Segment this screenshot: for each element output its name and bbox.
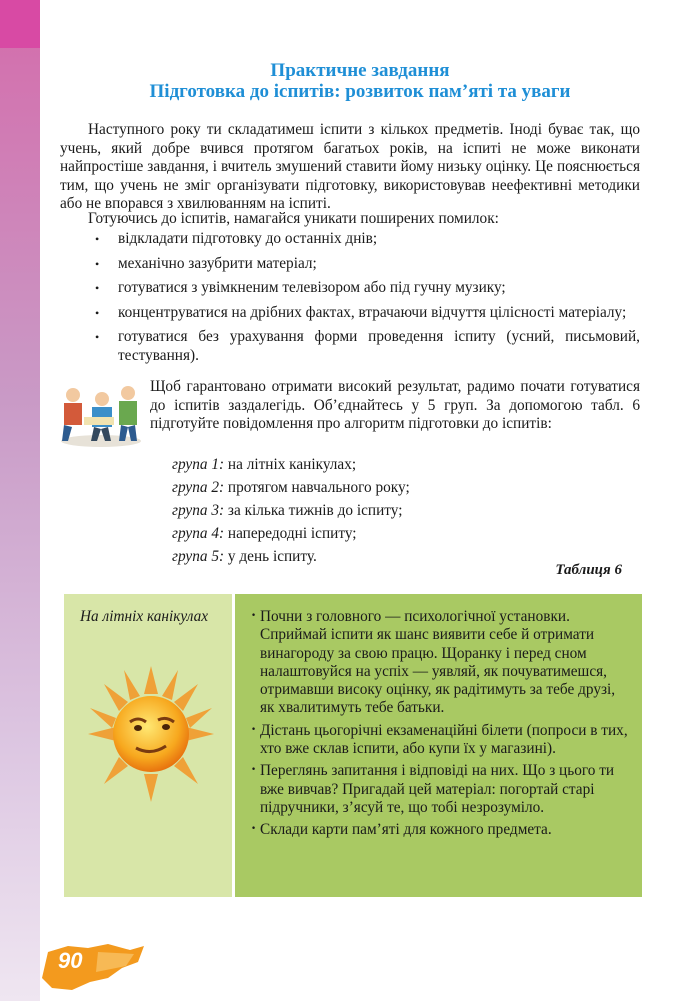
sun-icon [86,664,216,804]
list-item: · Дістань цьогорічні екзаменаційні білети (попроси в тих, хто вже склав іспити, або купи їх у магазині). [251,722,631,759]
mistakes-intro: Готуючись до іспитів, намагайся уникати поширених помилок: [88,210,499,227]
page-number: 90 [58,948,83,973]
page-title: Практичне завдання [270,60,450,81]
list-item: • механічно зазубрити матеріал; [118,255,640,274]
group-label: група 1: [172,456,225,473]
task-paragraph: Щоб гарантовано отримати високий результат, радимо почати готуватися до іспитів заздалегідь. Об’єднайтесь у 5 груп. За допомогою табл. 6 підготуйте повідомлення про алгоритм підготовки до іспитів: [150,378,640,432]
decorative-sidebar [0,0,40,1001]
mistakes-list [118,230,640,371]
group-label: група 3: [172,502,225,519]
list-item: • концентруватися на дрібних фактах, втрачаючи відчуття цілісності матеріалу; [118,304,640,323]
list-item: • готуватися з увімкненим телевізором або під гучну музику; [118,279,640,298]
table-6 [64,594,642,897]
page-number-badge [38,938,148,994]
list-item: · Переглянь запитання і відповіді на них. Що з цього ти вже вивчав? Пригадай цей матеріал: погортай старі підручники, з’ясуй те, що тобі незрозуміло. [251,762,631,817]
tips-list [251,608,631,844]
list-item: · Почни з головного — психологічної установки. Сприймай іспити як шанс виявити себе й отримати винагороду за свою працю. Щоранку і перед сном налаштовуйся на успіх — уявляй, як почуватимешся, отримавши високу оцінку, як радітимуть за тебе друзі, як хвалитимуть тебе батьки. [251,608,631,718]
intro-paragraph: Наступного року ти складатимеш іспити з кількох предметів. Іноді буває так, що учень, який добре вчився протягом багатьох років, на іспиті не може виконати найпростіше завдання, і вчитель змушений ставити йому низьку оцінку. Це пояснюється тим, що учень не зміг організувати підготовку, використовував неефективні методики або не впорався з хвилюванням на іспиті. [60,121,640,212]
table-caption: Таблиця 6 [555,562,622,578]
list-item: група 1: на літніх канікулах; [172,456,357,473]
list-item: група 2: протягом навчального року; [172,479,410,496]
table-left-cell [64,594,232,897]
page-subtitle: Підготовка до іспитів: розвиток пам’яті та уваги [149,81,571,102]
group-label: група 2: [172,479,225,496]
list-item: • готуватися без урахування форми проведення іспиту (усний, письмовий, тестування). [118,328,640,365]
list-item: • відкладати підготовку до останніх днів; [118,230,640,249]
list-item: група 5: у день іспиту. [172,548,317,565]
list-item: група 4: напередодні іспиту; [172,525,357,542]
group-work-illustration [58,377,144,449]
list-item: група 3: за кілька тижнів до іспиту; [172,502,403,519]
table-row-label: На літніх канікулах [80,608,209,625]
list-item: · Склади карти пам’яті для кожного предмета. [251,821,631,839]
group-label: група 4: [172,525,225,542]
brush-stroke-icon [38,938,148,994]
group-label: група 5: [172,548,225,565]
groups-list [172,453,410,568]
